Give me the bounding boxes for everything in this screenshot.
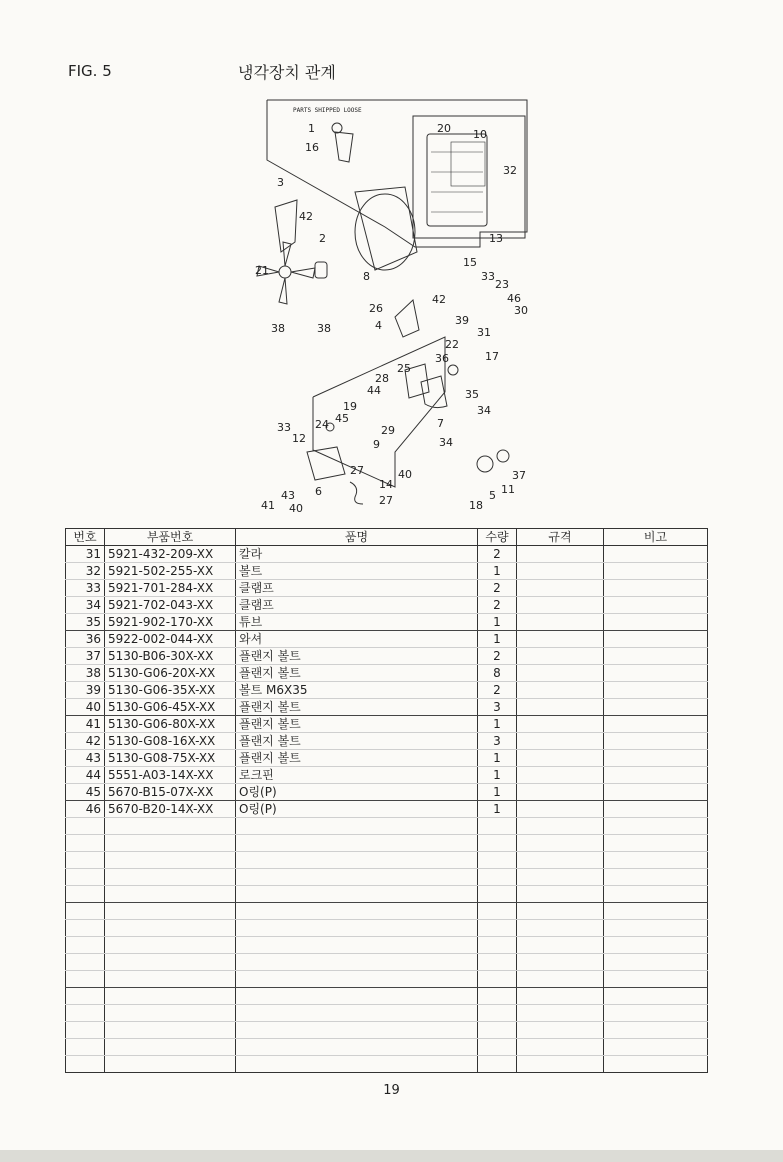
row-quantity-cell: 2 [478,546,517,563]
row-remark-cell [604,750,708,767]
row-quantity-cell: 8 [478,665,517,682]
callout-number: 17 [485,350,499,363]
header-remark: 비고 [604,529,708,546]
row-spec-cell [517,1056,604,1073]
row-part-number-cell: 5130-B06-30X-XX [105,648,236,665]
row-quantity-cell [478,835,517,852]
water-pump-box [313,337,445,487]
callout-number: 9 [373,438,380,451]
row-spec-cell [517,563,604,580]
row-spec-cell [517,1039,604,1056]
callout-number: 23 [495,278,509,291]
row-remark-cell [604,699,708,716]
row-part-number-cell: 5130-G08-16X-XX [105,733,236,750]
row-part-number-cell: 5921-902-170-XX [105,614,236,631]
callout-number: 42 [432,293,446,306]
row-part-name-cell [236,954,478,971]
row-part-name-cell [236,818,478,835]
table-row [66,597,708,614]
row-remark-cell [604,767,708,784]
callout-number: 11 [501,483,515,496]
water-pump-part [307,447,345,480]
row-remark-cell [604,614,708,631]
row-part-number-cell: 5130-G06-20X-XX [105,665,236,682]
table-row [66,937,708,954]
row-spec-cell [517,750,604,767]
row-quantity-cell [478,954,517,971]
row-spec-cell [517,954,604,971]
row-part-name-cell: 플랜지 볼트 [236,699,478,716]
row-remark-cell [604,1056,708,1073]
row-part-number-cell [105,869,236,886]
callout-number: 8 [363,270,370,283]
callout-number: 5 [489,489,496,502]
row-part-number-cell [105,954,236,971]
callout-number: 21 [255,264,269,277]
row-spec-cell [517,971,604,988]
table-row [66,750,708,767]
row-part-number-cell: 5130-G08-75X-XX [105,750,236,767]
callout-number: 38 [271,322,285,335]
row-remark-cell [604,631,708,648]
table-row [66,818,708,835]
row-spec-cell [517,716,604,733]
row-no-cell [66,971,105,988]
row-quantity-cell: 1 [478,801,517,818]
parts-table [65,528,708,1073]
table-row [66,716,708,733]
row-remark-cell [604,546,708,563]
row-no-cell: 45 [66,784,105,801]
row-remark-cell [604,665,708,682]
row-quantity-cell: 2 [478,648,517,665]
row-no-cell [66,903,105,920]
row-remark-cell [604,1039,708,1056]
row-part-number-cell: 5921-701-284-XX [105,580,236,597]
callout-number: 38 [317,322,331,335]
callout-number: 28 [375,372,389,385]
callout-number: 27 [379,494,393,507]
row-no-cell: 32 [66,563,105,580]
box-caption: PARTS SHIPPED LOOSE [293,107,362,114]
row-remark-cell [604,886,708,903]
table-row [66,988,708,1005]
row-spec-cell [517,801,604,818]
row-part-number-cell [105,1022,236,1039]
callout-number: 25 [397,362,411,375]
callout-number: 26 [369,302,383,315]
row-no-cell [66,988,105,1005]
row-remark-cell [604,648,708,665]
row-part-number-cell [105,971,236,988]
table-row [66,733,708,750]
row-quantity-cell: 1 [478,563,517,580]
callout-number: 33 [277,421,291,434]
row-quantity-cell: 2 [478,682,517,699]
row-spec-cell [517,665,604,682]
row-remark-cell [604,580,708,597]
row-remark-cell [604,869,708,886]
row-part-name-cell [236,971,478,988]
header-quantity: 수량 [478,529,517,546]
row-no-cell: 44 [66,767,105,784]
row-no-cell: 34 [66,597,105,614]
table-row [66,665,708,682]
row-part-name-cell: 플랜지 볼트 [236,648,478,665]
callout-number: 24 [315,418,329,431]
table-row [66,614,708,631]
row-quantity-cell [478,920,517,937]
row-quantity-cell: 2 [478,580,517,597]
row-part-number-cell [105,920,236,937]
row-part-name-cell: 플랜지 볼트 [236,716,478,733]
row-part-number-cell [105,886,236,903]
callout-number: 39 [455,314,469,327]
row-quantity-cell: 1 [478,716,517,733]
callout-number: 34 [477,404,491,417]
callout-number: 31 [477,326,491,339]
table-row [66,767,708,784]
row-remark-cell [604,716,708,733]
callout-number: 30 [514,304,528,317]
callout-number: 2 [319,232,326,245]
row-no-cell: 33 [66,580,105,597]
row-quantity-cell [478,903,517,920]
row-quantity-cell [478,852,517,869]
callout-number: 33 [481,270,495,283]
row-quantity-cell: 1 [478,631,517,648]
table-row [66,886,708,903]
callout-number: 15 [463,256,477,269]
row-quantity-cell: 1 [478,784,517,801]
table-row [66,682,708,699]
row-quantity-cell [478,1022,517,1039]
row-quantity-cell: 2 [478,597,517,614]
row-no-cell [66,1022,105,1039]
table-row [66,835,708,852]
callout-number: 40 [398,468,412,481]
row-part-name-cell: 로크핀 [236,767,478,784]
table-row [66,920,708,937]
row-part-name-cell: 볼트 [236,563,478,580]
row-remark-cell [604,597,708,614]
table-row [66,546,708,563]
row-part-name-cell [236,835,478,852]
callout-number: 45 [335,412,349,425]
row-quantity-cell: 1 [478,614,517,631]
row-part-name-cell [236,920,478,937]
exploded-parts-diagram [245,92,545,517]
table-row [66,784,708,801]
callout-number: 22 [445,338,459,351]
callout-number: 10 [473,128,487,141]
row-part-number-cell: 5921-432-209-XX [105,546,236,563]
callout-number: 7 [437,417,444,430]
row-no-cell [66,852,105,869]
row-spec-cell [517,614,604,631]
callout-number: 1 [308,122,315,135]
row-quantity-cell [478,937,517,954]
header-no: 번호 [66,529,105,546]
callout-number: 36 [435,352,449,365]
callout-number: 6 [315,485,322,498]
row-quantity-cell: 3 [478,733,517,750]
callout-number: 40 [289,502,303,515]
row-no-cell [66,869,105,886]
table-row [66,1039,708,1056]
row-no-cell [66,1039,105,1056]
table-row [66,1056,708,1073]
callout-number: 20 [437,122,451,135]
row-spec-cell [517,886,604,903]
row-no-cell: 35 [66,614,105,631]
row-part-name-cell [236,1056,478,1073]
row-remark-cell [604,954,708,971]
row-part-number-cell [105,903,236,920]
row-spec-cell [517,597,604,614]
row-part-number-cell: 5670-B15-07X-XX [105,784,236,801]
figure-label: FIG. 5 [68,62,112,80]
row-part-name-cell: 클램프 [236,580,478,597]
callout-number: 43 [281,489,295,502]
row-part-number-cell [105,937,236,954]
row-spec-cell [517,580,604,597]
row-part-name-cell [236,886,478,903]
row-part-number-cell [105,852,236,869]
row-no-cell: 37 [66,648,105,665]
row-quantity-cell [478,1005,517,1022]
row-spec-cell [517,699,604,716]
row-quantity-cell [478,818,517,835]
row-no-cell: 46 [66,801,105,818]
row-part-number-cell [105,988,236,1005]
row-spec-cell [517,767,604,784]
row-spec-cell [517,835,604,852]
callout-number: 27 [350,464,364,477]
row-spec-cell [517,733,604,750]
row-part-number-cell [105,1039,236,1056]
row-quantity-cell [478,869,517,886]
callout-number: 46 [507,292,521,305]
row-no-cell [66,1056,105,1073]
page-number: 19 [383,1083,400,1098]
row-spec-cell [517,852,604,869]
row-remark-cell [604,1022,708,1039]
row-no-cell: 36 [66,631,105,648]
row-part-number-cell: 5551-A03-14X-XX [105,767,236,784]
table-row [66,1022,708,1039]
row-part-name-cell [236,852,478,869]
row-quantity-cell [478,886,517,903]
row-part-name-cell: O링(P) [236,784,478,801]
row-part-name-cell: 클램프 [236,597,478,614]
bracket-part [395,300,419,337]
row-spec-cell [517,631,604,648]
row-remark-cell [604,801,708,818]
row-no-cell [66,886,105,903]
callout-number: 18 [469,499,483,512]
row-remark-cell [604,937,708,954]
table-row [66,801,708,818]
row-part-name-cell [236,988,478,1005]
table-row [66,852,708,869]
row-part-number-cell [105,1005,236,1022]
fan-shroud-part [355,194,415,270]
row-part-name-cell: 와셔 [236,631,478,648]
table-row [66,631,708,648]
table-row [66,1005,708,1022]
callout-number: 37 [512,469,526,482]
row-spec-cell [517,784,604,801]
row-remark-cell [604,682,708,699]
row-quantity-cell [478,1039,517,1056]
row-no-cell: 38 [66,665,105,682]
row-part-name-cell: 플랜지 볼트 [236,665,478,682]
row-quantity-cell [478,1056,517,1073]
row-quantity-cell: 3 [478,699,517,716]
row-part-number-cell [105,835,236,852]
row-part-name-cell [236,1022,478,1039]
callout-number: 41 [261,499,275,512]
table-row [66,869,708,886]
row-no-cell [66,954,105,971]
row-no-cell [66,835,105,852]
row-no-cell [66,937,105,954]
callout-number: 16 [305,141,319,154]
row-quantity-cell [478,971,517,988]
row-spec-cell [517,869,604,886]
page-title: 냉각장치 관계 [238,63,336,82]
row-quantity-cell: 1 [478,767,517,784]
table-row [66,648,708,665]
row-no-cell: 31 [66,546,105,563]
row-no-cell [66,818,105,835]
row-part-number-cell: 5670-B20-14X-XX [105,801,236,818]
table-row [66,580,708,597]
row-part-name-cell: O링(P) [236,801,478,818]
row-part-name-cell [236,903,478,920]
row-no-cell: 40 [66,699,105,716]
row-part-number-cell: 5921-702-043-XX [105,597,236,614]
table-row [66,971,708,988]
row-part-name-cell: 플랜지 볼트 [236,750,478,767]
row-remark-cell [604,988,708,1005]
header-spec: 규격 [517,529,604,546]
row-no-cell: 41 [66,716,105,733]
row-part-number-cell [105,818,236,835]
callout-number: 19 [343,400,357,413]
row-remark-cell [604,835,708,852]
callout-number: 4 [375,319,382,332]
hose-part [350,482,363,504]
callout-number: 29 [381,424,395,437]
row-remark-cell [604,903,708,920]
row-part-number-cell [105,1056,236,1073]
row-quantity-cell: 1 [478,750,517,767]
parts-shipped-loose-box [267,100,527,247]
row-part-name-cell [236,1005,478,1022]
table-row [66,954,708,971]
callout-number: 42 [299,210,313,223]
row-remark-cell [604,733,708,750]
row-spec-cell [517,937,604,954]
table-header-row [66,529,708,546]
table-row [66,563,708,580]
row-quantity-cell [478,988,517,1005]
row-part-name-cell: 튜브 [236,614,478,631]
cover-part [275,200,297,252]
fan-part [279,266,291,278]
row-spec-cell [517,920,604,937]
header-part-number: 부품번호 [105,529,236,546]
row-remark-cell [604,971,708,988]
row-remark-cell [604,784,708,801]
row-spec-cell [517,988,604,1005]
row-part-name-cell [236,937,478,954]
row-spec-cell [517,648,604,665]
row-part-number-cell: 5130-G06-35X-XX [105,682,236,699]
row-part-number-cell: 5922-002-044-XX [105,631,236,648]
pulley-part [315,262,327,278]
row-no-cell [66,920,105,937]
row-remark-cell [604,818,708,835]
table-row [66,699,708,716]
row-part-number-cell: 5130-G06-45X-XX [105,699,236,716]
scan-edge [0,1150,783,1162]
callout-number: 3 [277,176,284,189]
callout-number: 32 [503,164,517,177]
row-spec-cell [517,1022,604,1039]
header-part-name: 품명 [236,529,478,546]
thermostat-part [421,376,447,408]
row-no-cell: 43 [66,750,105,767]
reservoir-part [335,132,353,162]
row-part-name-cell [236,869,478,886]
row-part-name-cell: 플랜지 볼트 [236,733,478,750]
row-no-cell: 39 [66,682,105,699]
row-part-number-cell: 5130-G06-80X-XX [105,716,236,733]
row-part-name-cell [236,1039,478,1056]
row-remark-cell [604,563,708,580]
row-remark-cell [604,1005,708,1022]
row-remark-cell [604,920,708,937]
row-part-name-cell: 칼라 [236,546,478,563]
row-remark-cell [604,852,708,869]
row-spec-cell [517,546,604,563]
row-no-cell [66,1005,105,1022]
callout-number: 34 [439,436,453,449]
callout-number: 13 [489,232,503,245]
row-spec-cell [517,1005,604,1022]
row-spec-cell [517,818,604,835]
row-spec-cell [517,682,604,699]
callout-number: 35 [465,388,479,401]
table-row [66,903,708,920]
callout-number: 14 [379,478,393,491]
callout-number: 12 [292,432,306,445]
callout-number: 44 [367,384,381,397]
row-part-name-cell: 볼트 M6X35 [236,682,478,699]
row-part-number-cell: 5921-502-255-XX [105,563,236,580]
row-no-cell: 42 [66,733,105,750]
row-spec-cell [517,903,604,920]
